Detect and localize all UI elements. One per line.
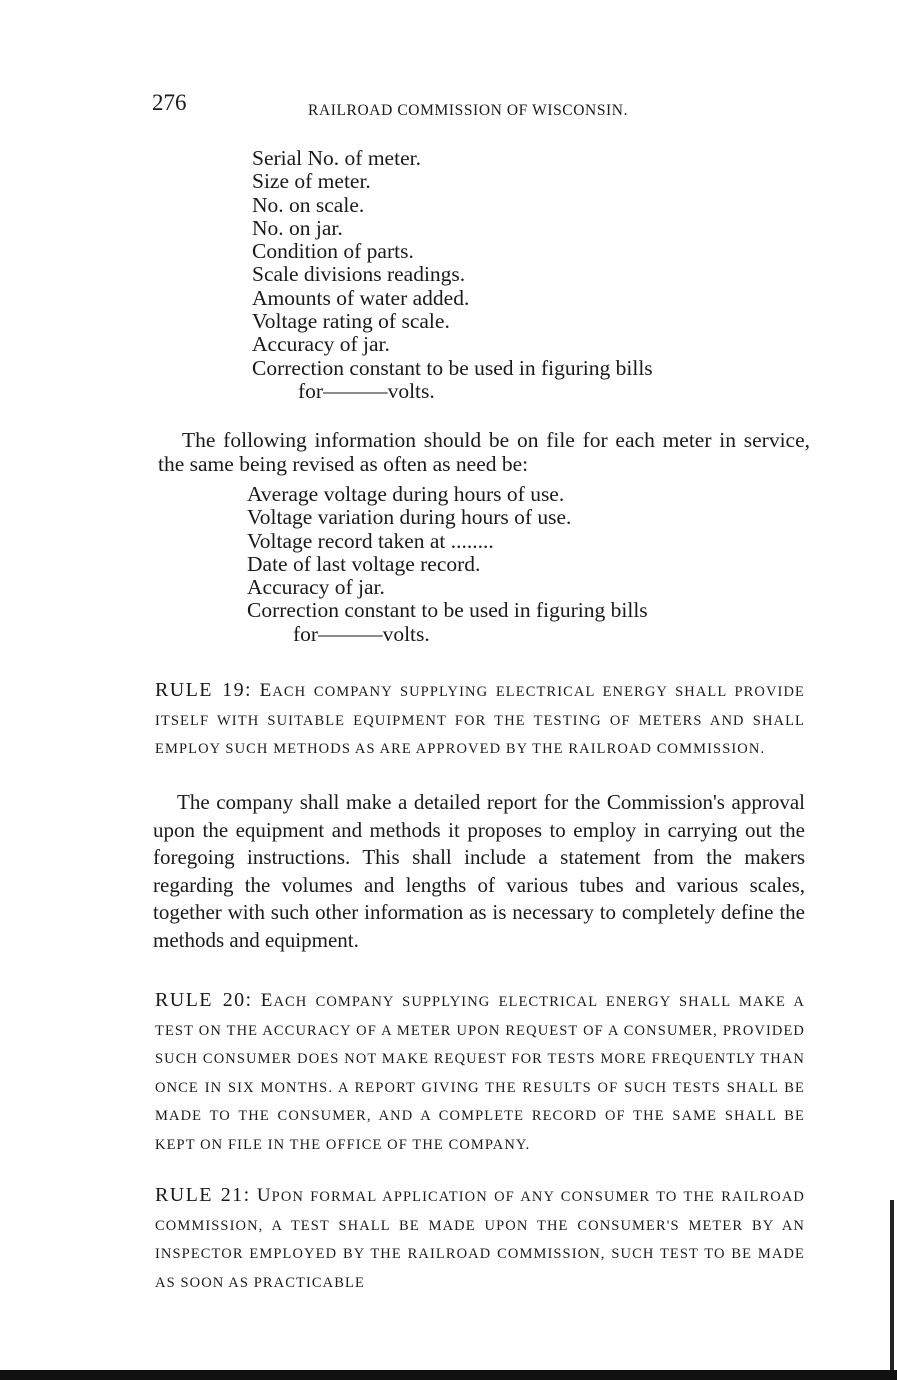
rule-19 — [155, 676, 805, 764]
page-number: 276 — [152, 90, 187, 115]
list-item: Scale divisions readings. — [252, 262, 466, 287]
list-item: Date of last voltage record. — [247, 551, 481, 576]
file-info-list — [247, 483, 777, 646]
rule-lead-letter: E — [260, 990, 274, 1011]
rule-label: RULE 19: — [155, 679, 252, 701]
list-item: Correction constant to be used in figuring bills — [247, 598, 648, 623]
rule-20 — [155, 986, 805, 1159]
rule-label: RULE 20: — [155, 989, 253, 1011]
rule-lead-letter: E — [259, 680, 273, 701]
file-paragraph: The following information should be on file for each meter in service, the same being revised as often as need be: — [158, 428, 810, 476]
rule-text: ACH COMPANY SUPPLYING ELECTRICAL ENERGY SHALL MAKE A TEST ON THE ACCURACY OF A METER UPON REQUEST OF A CONSUMER, PROVIDED SUCH CONSUMER DOES NOT MAKE REQUEST FOR TESTS MORE FREQUENTLY THAN ONCE IN SIX MONTHS. A REPORT GIVING THE RESULTS OF SUCH TESTS SHALL BE MADE TO THE CONSUMER, AND A COMPLETE RECORD OF THE SAME SHALL BE KEPT ON FILE IN THE OFFICE OF THE COMPANY. — [155, 994, 805, 1153]
list-item: Size of meter. — [252, 169, 371, 194]
running-title: RAILROAD COMMISSION OF WISCONSIN. — [308, 102, 629, 119]
list-item: Correction constant to be used in figuring bills — [252, 355, 653, 380]
rule-lead-letter: U — [256, 1185, 272, 1206]
list-item: Serial No. of meter. — [252, 146, 421, 170]
list-item: Condition of parts. — [252, 239, 414, 264]
list-item: for———volts. — [293, 621, 430, 646]
list-item: Accuracy of jar. — [252, 332, 390, 357]
list-item: Amounts of water added. — [252, 285, 470, 310]
rule-text: PON FORMAL APPLICATION OF ANY CONSUMER TO THE RAILROAD COMMISSION, A TEST SHALL BE MADE UPON THE CONSUMER'S METER BY AN INSPECTOR EMPLOYED BY THE RAILROAD COMMISSION, SUCH TEST TO BE MADE AS SOON AS PRACTICABLE — [155, 1189, 805, 1291]
report-paragraph: The company shall make a detailed report for the Commission's approval upon the equipment and methods it proposes to employ in carrying out the foregoing instructions. This shall include a statement from the makers regarding the volumes and lengths of various tubes and various scales, together with such other information as is necessary to completely define the methods and equipment. — [153, 790, 805, 952]
list-item: Voltage record taken at ........ — [247, 528, 494, 553]
list-item: Voltage variation during hours of use. — [247, 505, 572, 530]
scan-edge-shadow — [890, 1200, 894, 1370]
meter-record-list — [252, 147, 772, 403]
rule-label: RULE 21: — [155, 1184, 251, 1206]
list-item: Accuracy of jar. — [247, 575, 385, 600]
list-item: for———volts. — [298, 378, 435, 403]
list-item: No. on scale. — [252, 192, 365, 217]
list-item: Voltage rating of scale. — [252, 309, 450, 334]
rule-21 — [155, 1181, 805, 1297]
scan-bottom-border — [0, 1370, 897, 1380]
list-item: Average voltage during hours of use. — [247, 482, 565, 506]
rule-text: ACH COMPANY SUPPLYING ELECTRICAL ENERGY SHALL PROVIDE ITSELF WITH SUITABLE EQUIPMENT FOR THE TESTING OF METERS AND SHALL EMPLOY SUCH METHODS AS ARE APPROVED BY THE RAILROAD COMMISSION. — [155, 684, 806, 757]
list-item: No. on jar. — [252, 215, 343, 240]
